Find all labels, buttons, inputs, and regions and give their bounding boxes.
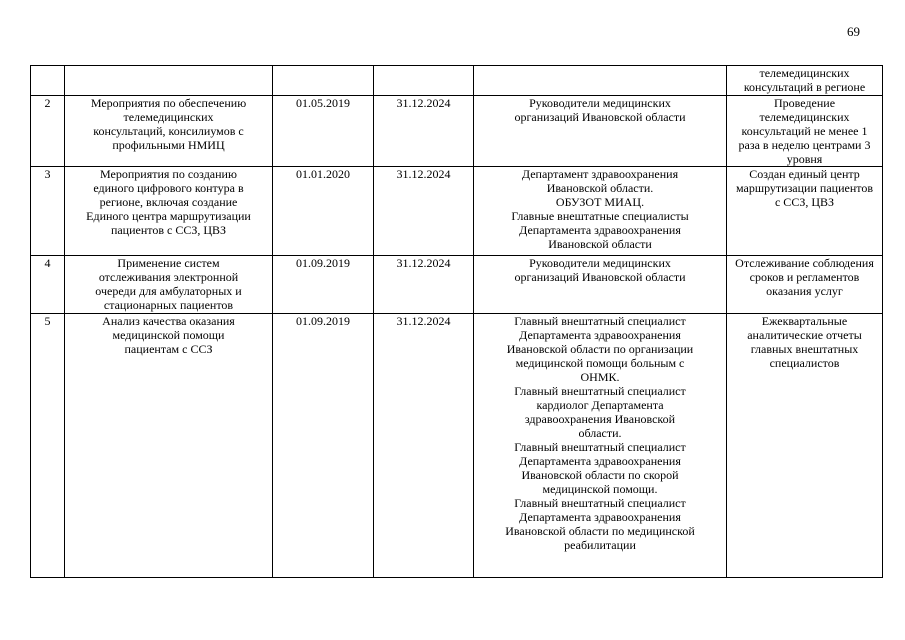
row-number-cell: 5 xyxy=(31,314,65,578)
end-date-cell: 31.12.2024 xyxy=(374,167,474,256)
row-number-cell: 2 xyxy=(31,96,65,167)
responsible-cell xyxy=(474,66,727,96)
end-date-cell: 31.12.2024 xyxy=(374,96,474,167)
start-date-cell: 01.09.2019 xyxy=(273,314,374,578)
event-cell: Мероприятия по созданию единого цифрового контура в регионе, включая создание Единого центра маршрутизации пациентов с ССЗ, ЦВЗ xyxy=(65,167,273,256)
row-number-cell: 3 xyxy=(31,167,65,256)
table-row xyxy=(31,256,883,314)
result-cell: Отслеживание соблюдения сроков и регламентов оказания услуг xyxy=(727,256,883,314)
result-cell: телемедицинских консультаций в регионе xyxy=(727,66,883,96)
end-date-cell: 31.12.2024 xyxy=(374,314,474,578)
page-number: 69 xyxy=(847,24,860,39)
plan-table xyxy=(30,65,883,578)
start-date-cell: 01.01.2020 xyxy=(273,167,374,256)
responsible-cell: Руководители медицинских организаций Ивановской области xyxy=(474,256,727,314)
event-cell: Применение систем отслеживания электронной очереди для амбулаторных и стационарных пациентов xyxy=(65,256,273,314)
end-date-cell: 31.12.2024 xyxy=(374,256,474,314)
table-row xyxy=(31,314,883,578)
start-date-cell xyxy=(273,66,374,96)
row-number-cell xyxy=(31,66,65,96)
result-cell: Проведение телемедицинских консультаций не менее 1 раза в неделю центрами 3 уровня xyxy=(727,96,883,167)
event-cell xyxy=(65,66,273,96)
table-row xyxy=(31,66,883,96)
responsible-cell: Руководители медицинских организаций Ивановской области xyxy=(474,96,727,167)
event-cell: Анализ качества оказания медицинской помощи пациентам с ССЗ xyxy=(65,314,273,578)
table-row xyxy=(31,167,883,256)
table-row xyxy=(31,96,883,167)
responsible-cell: Главный внештатный специалист Департамента здравоохранения Ивановской области по организации медицинской помощи больным с ОНМК. Главный внештатный специалист кардиолог Департамента здравоохранения Ивановской области. Главный внештатный специалист Департамента здравоохранения Ивановской области по скорой медицинской помощи. Главный внештатный специалист Департамента здравоохранения Ивановской области по медицинской реабилитации xyxy=(474,314,727,578)
start-date-cell: 01.09.2019 xyxy=(273,256,374,314)
event-cell: Мероприятия по обеспечению телемедицинских консультаций, консилиумов с профильными НМИЦ xyxy=(65,96,273,167)
responsible-cell: Департамент здравоохранения Ивановской области. ОБУЗОТ МИАЦ. Главные внештатные специалисты Департамента здравоохранения Ивановской области xyxy=(474,167,727,256)
end-date-cell xyxy=(374,66,474,96)
result-cell: Ежеквартальные аналитические отчеты главных внештатных специалистов xyxy=(727,314,883,578)
result-cell: Создан единый центр маршрутизации пациентов с ССЗ, ЦВЗ xyxy=(727,167,883,256)
start-date-cell: 01.05.2019 xyxy=(273,96,374,167)
row-number-cell: 4 xyxy=(31,256,65,314)
